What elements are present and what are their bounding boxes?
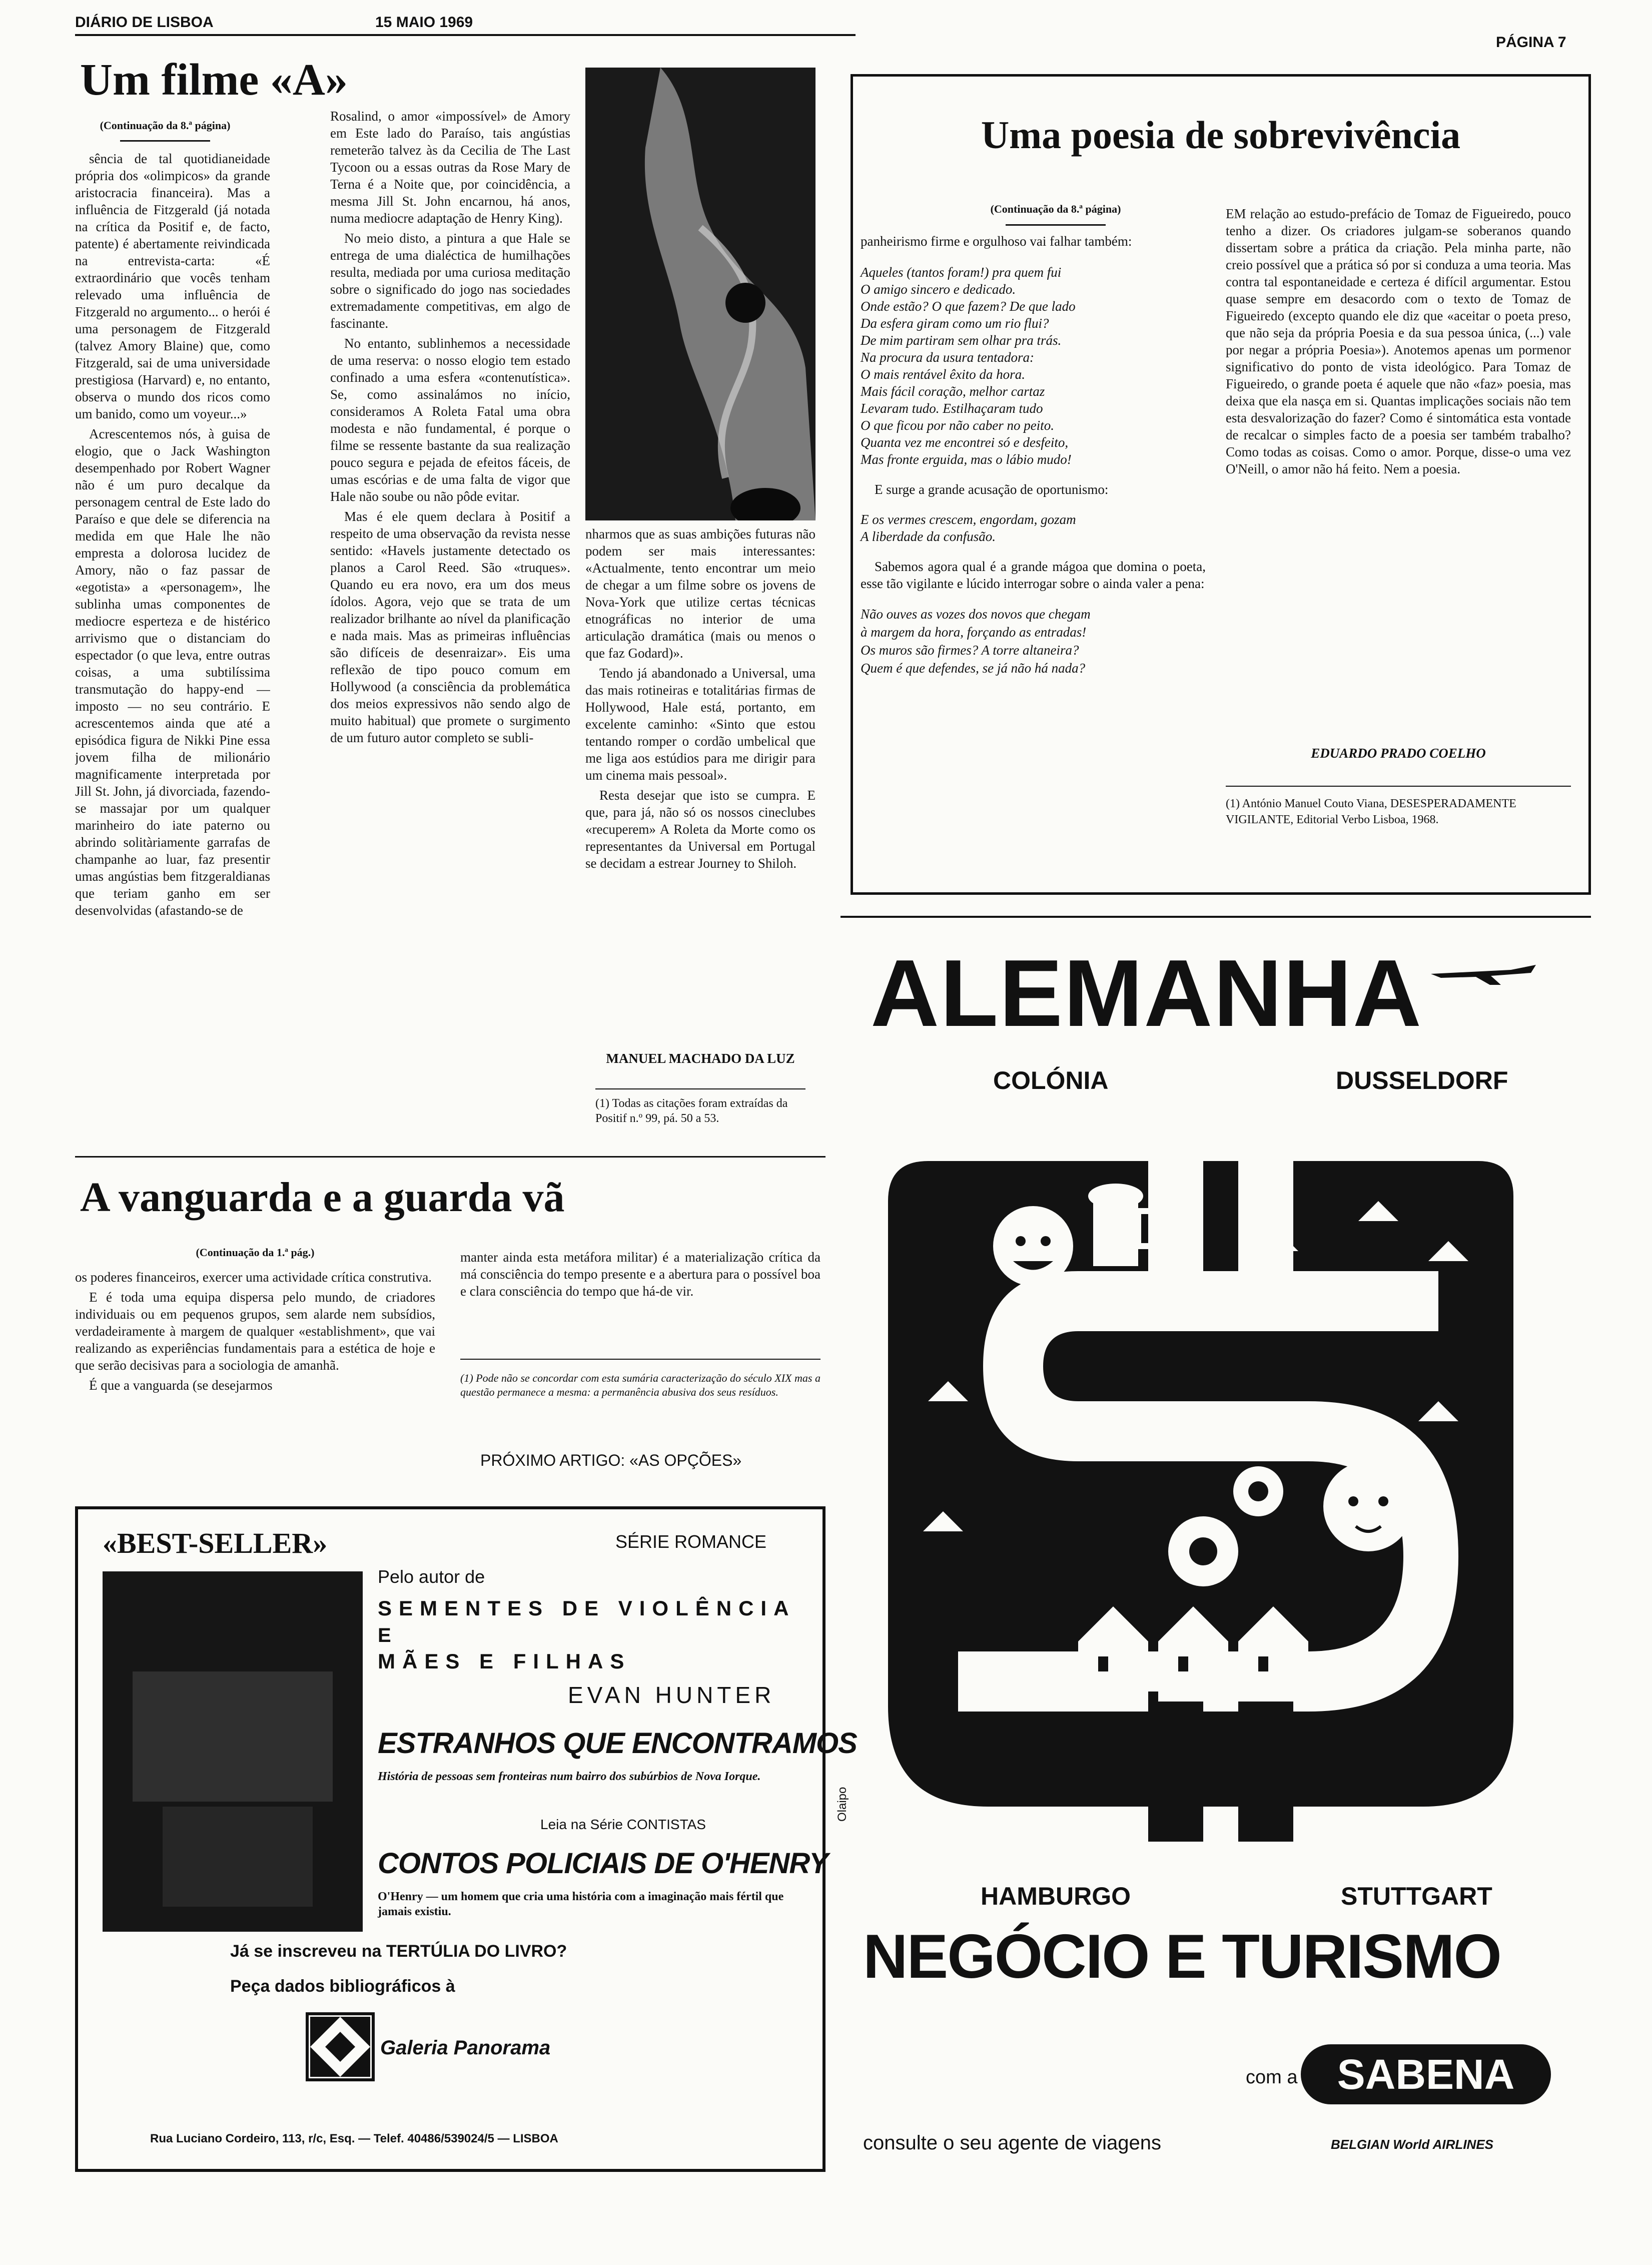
- bestseller-request: Peça dados bibliográficos à: [230, 1977, 455, 1996]
- poem1-line: Da esfera giram como um rio flui?: [861, 316, 1049, 331]
- poem2-line: E os vermes crescem, engordam, gozam: [861, 512, 1076, 527]
- poesia-poem3: [861, 605, 1206, 677]
- poesia-poem2: [861, 511, 1206, 545]
- poesia-continuation: (Continuação da 8.ª página): [990, 203, 1121, 215]
- poem1-line: Mais fácil coração, melhor cartaz: [861, 384, 1045, 399]
- poem1-line: O que ficou por não caber no peito.: [861, 418, 1054, 433]
- ad-top-rule: [841, 916, 1591, 918]
- vanguarda-col1: [75, 1269, 435, 1479]
- filme-col2-p4: Mas é ele quem declara à Positif a respeito de uma observação da revista nesse sentido: «Havels justamente detectado os planos a Carol Reed. São «truques». Quando eu era novo, era um dos meus ídolos. Agora, vejo que se trata de um realizador brilhante ao nível da planificação e nada mais. Mas as primeiras influências são difíceis de desenraizar». Eis uma reflexão de tipo pouco comum em Hollywood (a consciência da problemática dos meios expressivos não sendo algo de muito habitual) que promete o surgimento de um futuro autor completo se subli-: [330, 509, 570, 745]
- poesia-right-p1: EM relação ao estudo-prefácio de Tomaz de Figueiredo, pouco tenho a dizer. Os criadores julgam-se soberanos quando dissertam sobre a prática da criação. Pela minha parte, não creio possível que a prática só por si conduza a uma teoria. Mas contra tal espontaneidade e certeza é difícil argumentar. Estou quase sempre em desacordo com o texto de Tomaz de Figueiredo (excepto quando ele diz que «aceitar o poeta preso, que não seja da própria Poesia e da sua pessoa única, (...) vale por negar a própria Poesia»). Anotemos apenas um pormenor significativo do ponto de vista ideológico. Para Tomaz de Figueiredo, o grande poeta é aquele que não «faz» poesia, mas deixa que ela nasça em si. Quantas implicações sociais não tem esta desvalorização do fazer? Como é sintomática esta vontade de recalcar o simples facto de a poesia ser também trabalho? Como todas as coisas. Como o amor. Porque, disse-o uma vez O'Neill, o amor não há feito. Nem a poesia.: [1226, 206, 1571, 476]
- bestseller-book3-desc: História de pessoas sem fronteiras num bairro dos subúrbios de Nova Iorque.: [378, 1770, 761, 1783]
- bestseller-by: Pelo autor de: [378, 1566, 485, 1587]
- filme-col3-p3: Resta desejar que isto se cumpra. E que, para já, não só os nossos cineclubes «recuperem» A Roleta da Morte como os representantes da Universal em Portugal se decidam a estrear Journey to Shiloh.: [585, 788, 815, 871]
- poem1-line: Na procura da usura tentadora:: [861, 350, 1035, 365]
- sabena-country: ALEMANHA: [871, 940, 1423, 1046]
- poem3-line: Quem é que defendes, se já não há nada?: [861, 661, 1086, 676]
- poesia-para2: Sabemos agora qual é a grande mágoa que domina o poeta, esse tão vigilante e lúcido interrogar sobre o ainda valer a pena:: [861, 559, 1206, 591]
- filme-col2-p3: No entanto, sublinhemos a necessidade de uma reserva: o nosso elogio tem estado confinado a uma esfera «contenutística». Se, como assinalámos no início, consideramos A Roleta Fatal uma obra modesta e não fundamental, é porque o filme se ressente bastante da sua realização pouco segura e pejada de efeitos fáceis, de umas escórias e de uma falta de vigor que Hale não soube ou não pôde evitar.: [330, 336, 570, 504]
- filme-foot-rule: [595, 1088, 805, 1089]
- poem1-line: Onde estão? O que fazem? De que lado: [861, 299, 1076, 314]
- sabena-city4: STUTTGART: [1341, 1882, 1492, 1910]
- bestseller-address: Rua Luciano Cordeiro, 113, r/c, Esq. — Telef. 40486/539024/5 — LISBOA: [150, 2132, 558, 2145]
- poem3-line: à margem da hora, forçando as entradas!: [861, 625, 1087, 640]
- vanguarda-continuation: (Continuação da 1.ª pág.): [196, 1246, 315, 1259]
- dollar-sign-illustration: [868, 1141, 1568, 1842]
- portrait-illustration: [585, 68, 815, 520]
- sabena-illustration: [868, 1141, 1568, 1842]
- poesia-author: EDUARDO PRADO COELHO: [1311, 746, 1486, 761]
- bestseller-brand: Galeria Panorama: [380, 2037, 551, 2059]
- filme-title: Um filme «A»: [80, 55, 348, 105]
- sabena-slogan: NEGÓCIO E TURISMO: [863, 1922, 1501, 1991]
- vanguarda-foot-rule: [460, 1359, 820, 1360]
- filme-footnote: (1) Todas as citações foram extraídas da Positif n.º 99, pá. 50 a 53.: [595, 1097, 788, 1125]
- poem2-line: A liberdade da confusão.: [861, 529, 996, 544]
- poesia-accusation: E surge a grande acusação de oportunismo:: [875, 482, 1109, 497]
- filme-col1-p1: sência de tal quotidianeidade própria dos «olimpicos» da grande aristocracia financeira). Mas a influência de Fitzgerald (já notada na crítica da Positif e, de facto, patente) é abertamente reivindicada na entrevista-carta: «É extraordinário que vocês tenham relevado uma influência de Fitzgerald no argumento... o herói é uma personagem de Fitzgerald (talvez Amory Blaine) que, como Fitzgerald, sai de uma universidade prestigiosa (Harvard) e, no entanto, observa o mundo dos ricos como um banido, como um voyeur...»: [75, 151, 270, 421]
- poem1-line: Levaram tudo. Estilhaçaram tudo: [861, 401, 1043, 416]
- filme-continuation: (Continuação da 8.ª página): [100, 119, 231, 132]
- bestseller-question: Já se inscreveu na TERTÚLIA DO LIVRO?: [230, 1942, 567, 1961]
- filme-author: MANUEL MACHADO DA LUZ: [606, 1051, 795, 1066]
- poem3-line: Os muros são firmes? A torre altaneira?: [861, 643, 1079, 658]
- poem1-line: Quanta vez me encontrei só e desfeito,: [861, 435, 1069, 450]
- sabena-city1: COLÓNIA: [993, 1066, 1109, 1094]
- poem1-line: De mim partiram sem olhar pra trás.: [861, 333, 1062, 348]
- poesia-left: [861, 233, 1206, 677]
- vanguarda-col2: manter ainda esta metáfora militar) é a materialização crítica da má consciência do tempo presente e a abertura para o possível boa e clara consciência do tempo que há-de vir.: [460, 1250, 820, 1299]
- filme-col1-p2: Acrescentemos nós, à guisa de elogio, que o Jack Washington desempenhado por Robert Wagner não é um puro decalque da personagem central de Este lado do Paraíso e que dele se diferencia na medida em que Hale lhe não empresta a dolorosa lucidez de Amory, não o faz passar de «egotista» a «personagem», lhe sublinha umas componentes de mediocre esperteza e de histérico arrivismo que o distanciam do espectador (o que leva, entre outras coisas, a uma subtilíssima transmutação do happy-end — imposto — no seu contrário. E acrescentemos ainda que até a episódica figura de Nikki Pine essa jovem filha de milionário magnificamente interpretada por Jill St. John, já divorciada, fazendo-se massajar por um qualquer marinheiro do iate paterno ou abrindo solitàriamente garrafas de champanhe ao luar, faz presentir umas angústias bem fitzgeraldianas que teriam ganho em ser desenvolvidas (afastando-se de: [75, 426, 270, 918]
- poem1-line: O amigo sincero e dedicado.: [861, 282, 1016, 297]
- masthead-page: PÁGINA 7: [1496, 34, 1566, 51]
- sabena-agency: Olaipo: [836, 1787, 849, 1822]
- poesia-poem1: [861, 264, 1206, 468]
- bestseller-book1: SEMENTES DE VIOLÊNCIA: [378, 1596, 796, 1620]
- bestseller-book4-desc: O'Henry — um homem que cria uma história com a imaginação mais fértil que jamais existiu.: [378, 1890, 784, 1918]
- sabena-city3: HAMBURGO: [981, 1882, 1131, 1910]
- poem3-line: Não ouves as vozes dos novos que chegam: [861, 607, 1091, 622]
- poem1-line: Mas fronte erguida, mas o lábio mudo!: [861, 452, 1072, 467]
- galeria-logo-mark: [305, 2012, 375, 2082]
- airplane-icon: [1431, 956, 1541, 986]
- sabena-tagline: BELGIAN World AIRLINES: [1331, 2137, 1493, 2152]
- vanguarda-col1-p3: É que a vanguarda (se desejarmos: [89, 1378, 273, 1393]
- vanguarda-col1-p1: os poderes financeiros, exercer uma actividade crítica construtiva.: [75, 1270, 432, 1285]
- filme-col3-p1: nharmos que as suas ambições futuras não podem ser mais interessantes: «Actualmente, tento encontrar um meio de chegar a um filme sobre os jovens de Nova-York que utilize certas técnicas etnográficas no interior de uma articulação dramática (mais ou menos o que faz Godard)».: [585, 526, 815, 661]
- bestseller-book4: CONTOS POLICIAIS DE O'HENRY: [378, 1847, 828, 1880]
- vanguarda-next: PRÓXIMO ARTIGO: «AS OPÇÕES»: [480, 1451, 742, 1469]
- vanguarda-top-rule: [75, 1156, 825, 1158]
- bestseller-series: SÉRIE ROMANCE: [615, 1531, 767, 1552]
- poesia-foot-rule: [1226, 786, 1571, 787]
- bestseller-author: EVAN HUNTER: [568, 1682, 775, 1708]
- poesia-title: Uma poesia de sobrevivência: [981, 113, 1461, 157]
- sabena-with: com a: [1246, 2067, 1298, 2088]
- vanguarda-footnote: (1) Pode não se concordar com esta sumária caracterização do século XIX mas a questão permanece a mesma: a permanência abusiva dos seus resíduos.: [460, 1372, 820, 1398]
- filme-col3-p2: Tendo já abandonado a Universal, uma das mais rotineiras e totalitárias firmas de Hollywood, Hale está, portanto, em excelente caminho: «Sinto que estou tentando romper o cordão umbelical que me liga aos estúdios para me dirigir para um cinema mais pessoal».: [585, 666, 815, 783]
- masthead-rule: [75, 34, 856, 36]
- filme-cont-rule: [120, 140, 210, 142]
- filme-col2-p2: No meio disto, a pintura a que Hale se entrega de uma dialéctica de humilhações resulta, mediada por uma curiosa meditação sobre o significado do jogo nas sociedades extremadamente competitivas, em algo de fascinante.: [330, 231, 570, 331]
- poesia-footnote: (1) António Manuel Couto Viana, DESESPERADAMENTE VIGILANTE, Editorial Verbo Lisboa, 1968.: [1226, 797, 1516, 826]
- bestseller-book3: ESTRANHOS QUE ENCONTRAMOS: [378, 1727, 857, 1760]
- poem1-line: Aqueles (tantos foram!) pra quem fui: [861, 265, 1062, 280]
- poesia-right-col: [1226, 205, 1571, 726]
- filme-col2-p1: Rosalind, o amor «impossível» de Amory em Este lado do Paraíso, tais angústias remeterão talvez às da Cecilia de The Last Tycoon ou a essas outras da Rose Mary de Terna é a Noite que, por coincidência, a mesma Jill St. John encarnou, há anos, numa mediocre adaptação de Henry King).: [330, 109, 570, 226]
- galeria-logo-icon: [305, 2012, 375, 2082]
- filme-col3: [585, 525, 815, 1051]
- vanguarda-col1-p2: E é toda uma equipa dispersa pelo mundo, de criadores individuais ou em pequenos grupos, sem alarde nem subsídios, verdadeiramente à margem de qualquer «establishment», que vai realizando as experiências fundamentais para a estética de hoje e que serão decisivas para a sociologia de amanhã.: [75, 1290, 435, 1373]
- filme-col2: [330, 108, 570, 1149]
- poesia-intro: panheirismo firme e orgulhoso vai falhar também:: [861, 234, 1132, 249]
- bestseller-heading: «BEST-SELLER»: [103, 1527, 328, 1559]
- sabena-airline: SABENA: [1301, 2044, 1551, 2104]
- filme-col1: [75, 150, 270, 1146]
- bestseller-read-series: Leia na Série CONTISTAS: [540, 1817, 706, 1832]
- vanguarda-title: A vanguarda e a guarda vã: [80, 1174, 565, 1221]
- masthead-paper: DIÁRIO DE LISBOA: [75, 14, 214, 31]
- bestseller-book2: MÃES E FILHAS: [378, 1649, 631, 1673]
- book-cover-image: [103, 1571, 363, 1932]
- sabena-consult: consulte o seu agente de viagens: [863, 2132, 1161, 2154]
- bestseller-cover: [103, 1571, 363, 1932]
- poesia-cont-rule: [1006, 224, 1106, 226]
- sabena-city2: DUSSELDORF: [1336, 1066, 1508, 1094]
- poem1-line: O mais rentável êxito da hora.: [861, 367, 1025, 382]
- masthead-date: 15 MAIO 1969: [375, 14, 473, 31]
- bestseller-conj: E: [378, 1624, 391, 1646]
- filme-photo: [585, 68, 815, 520]
- airplane-glyph: [1431, 956, 1541, 986]
